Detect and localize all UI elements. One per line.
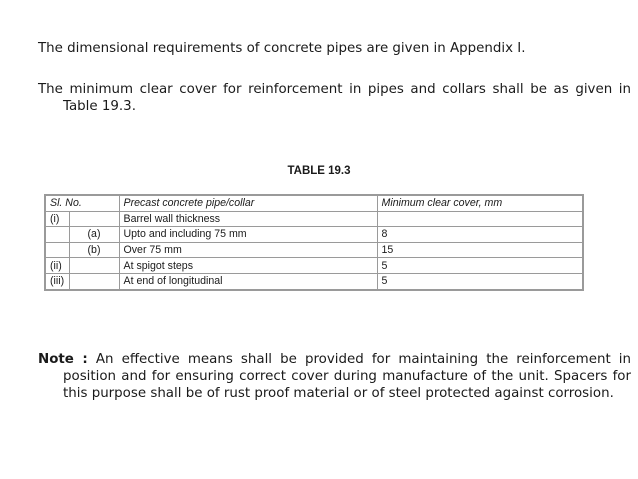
- header-min-cover: Minimum clear cover, mm: [377, 195, 583, 211]
- table-row: [45, 258, 583, 274]
- table-row: [45, 242, 583, 258]
- cell-sl: [45, 227, 69, 243]
- cell-sub: (b): [69, 242, 119, 258]
- header-pipe-collar: Precast concrete pipe/collar: [119, 195, 377, 211]
- cell-cover: 8: [377, 227, 583, 243]
- table-row: [45, 211, 583, 227]
- cell-item: At spigot steps: [119, 258, 377, 274]
- table-row: [45, 227, 583, 243]
- cell-sub: [69, 273, 119, 289]
- note-paragraph: [38, 351, 631, 403]
- cell-sl: (i): [45, 211, 69, 227]
- note-text: An effective means shall be provided for maintaining the reinforcement in position and for ensuring correct cover during manufacture of the unit. Spacers for this purpose shall be of rust proof material or of steel protected against corrosion.: [63, 352, 631, 402]
- header-sl-no: Sl. No.: [45, 195, 119, 211]
- intro-paragraph-2: The minimum clear cover for reinforcement in pipes and collars shall be as given in Table 19.3.: [38, 82, 631, 114]
- cover-table: [44, 194, 584, 291]
- cell-sub: [69, 211, 119, 227]
- cell-item: Over 75 mm: [119, 242, 377, 258]
- cell-cover: 5: [377, 258, 583, 274]
- cell-cover: 5: [377, 273, 583, 289]
- table-row: [45, 273, 583, 289]
- cell-cover: [377, 211, 583, 227]
- cell-sl: (iii): [45, 273, 69, 289]
- cell-item: Barrel wall thickness: [119, 211, 377, 227]
- table-title: TABLE 19.3: [287, 165, 351, 177]
- table-header-row: [45, 195, 583, 211]
- cell-sl: [45, 242, 69, 258]
- intro-paragraph-1: The dimensional requirements of concrete pipes are given in Appendix I.: [38, 41, 526, 56]
- note-label: Note :: [38, 352, 88, 367]
- cell-item: At end of longitudinal: [119, 273, 377, 289]
- cell-sl: (ii): [45, 258, 69, 274]
- cell-cover: 15: [377, 242, 583, 258]
- cell-sub: (a): [69, 227, 119, 243]
- cell-sub: [69, 258, 119, 274]
- cell-item: Upto and including 75 mm: [119, 227, 377, 243]
